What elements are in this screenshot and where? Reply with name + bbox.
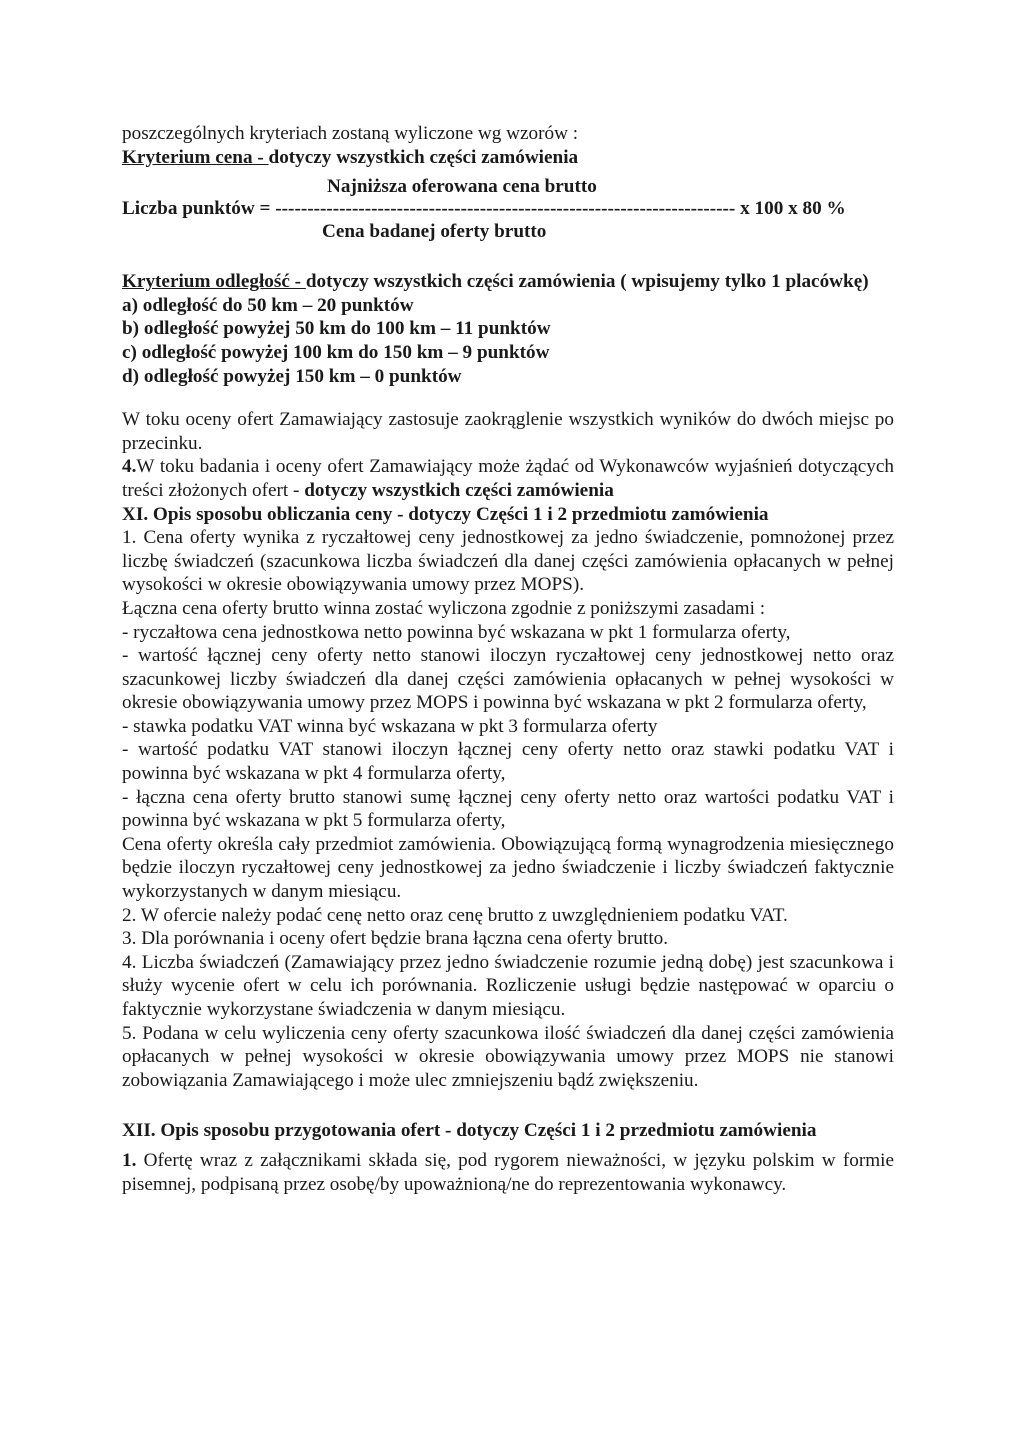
distance-item: a) odległość do 50 km – 20 punktów [122,294,414,316]
point-4-text: W toku badania i oceny ofert Zamawiający może żądać od Wykonawców wyjaśnień dotyczących treści złożonych ofert - [122,456,894,501]
section-xi-paragraph: - ryczałtowa cena jednostkowa netto powinna być wskazana w pkt 1 formularza oferty, [122,621,791,643]
point-4-scope: dotyczy wszystkich części zamówienia [304,479,614,501]
section-xi-paragraph: - wartość podatku VAT stanowi iloczyn łącznej ceny oferty netto oraz stawki podatku VAT i powinna być wskazana w pkt 4 formularza oferty, [122,739,894,785]
intro-line: poszczególnych kryteriach zostaną wyliczone wg wzorów : [122,123,579,144]
section-xi-paragraph: Łączna cena oferty brutto winna zostać wyliczona zgodnie z poniższymi zasadami : [122,597,766,619]
section-xii-paragraph-text: Ofertę wraz z załącznikami składa się, pod rygorem nieważności, w języku polskim w formie pisemnej, podpisaną przez osobę/by upoważnioną/ne do reprezentowania wykonawcy. [122,1149,894,1195]
distance-criterion-heading [122,270,894,294]
price-criterion-label: Kryterium cena - [122,146,269,168]
section-xi-paragraph: 3. Dla porównania i oceny ofert będzie brana łączna cena oferty brutto. [122,928,669,950]
distance-item: b) odległość powyżej 50 km do 100 km – 11 punktów [122,318,551,340]
section-xi-title: Opis sposobu obliczania ceny - dotyczy Części 1 i 2 przedmiotu zamówienia [148,503,769,525]
price-criterion-scope: dotyczy wszystkich części zamówienia [268,146,579,168]
section-xi-paragraph: - stawka podatku VAT winna być wskazana w pkt 3 formularza oferty [122,715,658,737]
distance-item: d) odległość powyżej 150 km – 0 punktów [122,365,462,387]
points-formula [122,175,894,243]
section-xi-heading [122,503,894,527]
formula-numerator: Najniższa oferowana cena brutto [327,176,597,198]
distance-item: c) odległość powyżej 100 km do 150 km – 9 punktów [122,341,550,363]
rounding-note: W toku oceny ofert Zamawiający zastosuje zaokrąglenie wszystkich wyników do dwóch miejsc po przecinku. [122,409,894,454]
section-xi-paragraph: - łączna cena oferty brutto stanowi sumę łącznej ceny oferty netto oraz wartości podatku VAT i powinna być wskazana w pkt 5 formularza oferty, [122,786,894,832]
page-content [122,122,894,1196]
point-4-paragraph [122,455,894,502]
section-xii-paragraph [122,1149,894,1196]
formula-denominator: Cena badanej oferty brutto [322,221,547,243]
point-4-number: 4. [122,456,137,478]
formula-line: Liczba punktów = ------------------------------------------------------------------------ x 100 x 80 % [122,198,846,220]
section-xi-number: XI. [122,503,149,525]
section-xi-paragraph: 1. Cena oferty wynika z ryczałtowej ceny jednostkowej za jedno świadczenie, pomnożonej przez liczbę świadczeń (szacunkowa liczba świadczeń dla danej części zamówienia opłacanych w pełnej wysokości w okresie obowiązywania umowy przez MOPS). [122,527,894,596]
section-xi-paragraph: - wartość łącznej ceny oferty netto stanowi iloczyn ryczałtowej ceny jednostkowej netto oraz szacunkowej liczby świadczeń dla danej części zamówienia opłacanych w pełnej wysokości w okresie obowiązywania umowy przez MOPS i powinna być wskazana w pkt 2 formularza oferty, [122,645,894,714]
section-xi-paragraph: 5. Podana w celu wyliczenia ceny oferty szacunkowa ilość świadczeń dla danej części zamówienia opłacanych w pełnej wysokości w okresie obowiązywania umowy przez MOPS nie stanowi zobowiązania Zamawiającego i może ulec zmniejszeniu bądź zwiększeniu. [122,1022,894,1091]
distance-criterion-label: Kryterium odległość - [122,271,306,293]
price-criterion-heading [122,146,894,170]
section-xii-paragraph-number: 1. [122,1149,137,1171]
section-xi-paragraph: Cena oferty określa cały przedmiot zamówienia. Obowiązującą formą wynagrodzenia miesięcznego będzie iloczyn ryczałtowej ceny jednostkowej za jedno świadczenie i liczby świadczeń faktycznie wykorzystanych w danym miesiącu. [122,833,894,903]
section-xii-heading: XII. Opis sposobu przygotowania ofert - dotyczy Części 1 i 2 przedmiotu zamówienia [122,1120,817,1142]
section-xi-paragraph: 2. W ofercie należy podać cenę netto oraz cenę brutto z uwzględnieniem podatku VAT. [122,904,788,926]
distance-criterion-scope: dotyczy wszystkich części zamówienia ( wpisujemy tylko 1 placówkę) [305,271,869,293]
section-xi-paragraph: 4. Liczba świadczeń (Zamawiający przez jedno świadczenie rozumie jedną dobę) jest szacunkowa i służy wycenie ofert w celu ich porównania. Rozliczenie usługi będzie następować w oparciu o faktycznie wykorzystane świadczenia w danym miesiącu. [122,951,894,1020]
